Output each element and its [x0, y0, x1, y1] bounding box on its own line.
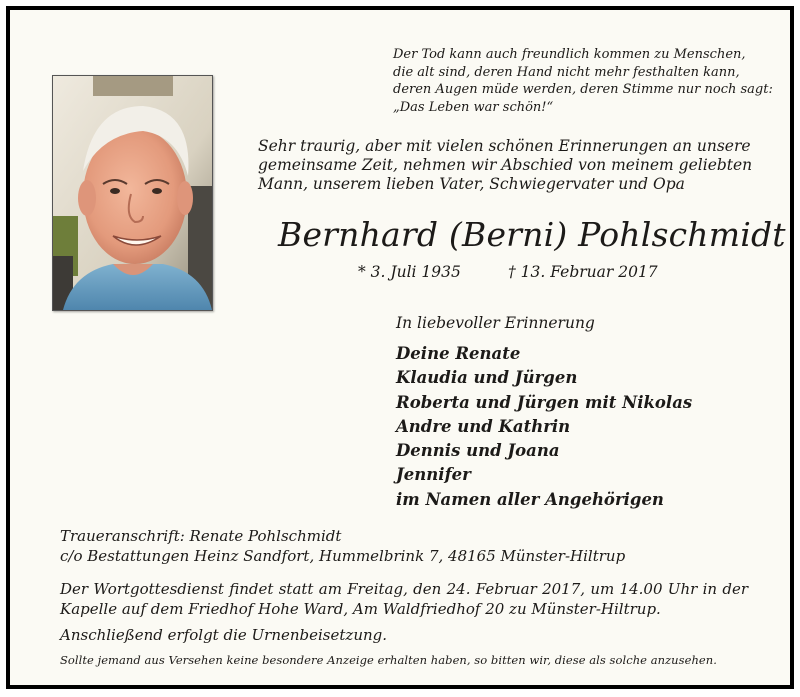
portrait-photo [52, 75, 213, 311]
poem-quote [393, 46, 773, 116]
footer-note: Sollte jemand aus Versehen keine besondere Anzeige erhalten haben, so bitten wir, diese als solche anzusehen. [60, 653, 717, 667]
service-line: Der Wortgottesdienst findet statt am Freitag, den 24. Februar 2017, um 14.00 Uhr in der [60, 580, 748, 598]
urn-burial-note: Anschließend erfolgt die Urnenbeisetzung. [60, 626, 388, 644]
quote-line: die alt sind, deren Hand nicht mehr festhalten kann, [393, 64, 740, 80]
quote-line: Der Tod kann auch freundlich kommen zu Menschen, [393, 47, 746, 62]
address-line: Traueranschrift: Renate Pohlschmidt [60, 527, 342, 545]
service-line: Kapelle auf dem Friedhof Hohe Ward, Am Waldfriedhof 20 zu Münster-Hiltrup. [60, 600, 661, 618]
death-date: † 13. Februar 2017 [508, 263, 658, 281]
family-member: Andre und Kathrin [396, 416, 571, 436]
service-info [60, 579, 748, 619]
intro-line: Mann, unserem lieben Vater, Schwiegervater und Opa [258, 175, 685, 193]
family-member: Klaudia und Jürgen [396, 368, 578, 388]
address-line: c/o Bestattungen Heinz Sandfort, Hummelbrink 7, 48165 Münster-Hiltrup [60, 547, 626, 565]
quote-line: deren Augen müde werden, deren Stimme nur noch sagt: [393, 82, 773, 97]
family-list [396, 342, 692, 512]
intro-line: gemeinsame Zeit, nehmen wir Abschied von meinem geliebten [258, 156, 753, 174]
mourning-address [60, 526, 625, 566]
intro-text [258, 137, 753, 194]
family-member: Roberta und Jürgen mit Nikolas [396, 392, 693, 412]
deceased-name: Bernhard (Berni) Pohlschmidt [278, 215, 786, 254]
quote-line: „Das Leben war schön!“ [393, 99, 554, 115]
family-member: im Namen aller Angehörigen [396, 489, 664, 509]
family-member: Deine Renate [396, 344, 521, 363]
family-member: Dennis und Joana [396, 441, 560, 461]
family-member: Jennifer [396, 465, 471, 485]
birth-date: * 3. Juli 1935 [358, 263, 461, 281]
intro-line: Sehr traurig, aber mit vielen schönen Erinnerungen an unsere [258, 137, 751, 155]
memorial-heading: In liebevoller Erinnerung [396, 314, 595, 332]
